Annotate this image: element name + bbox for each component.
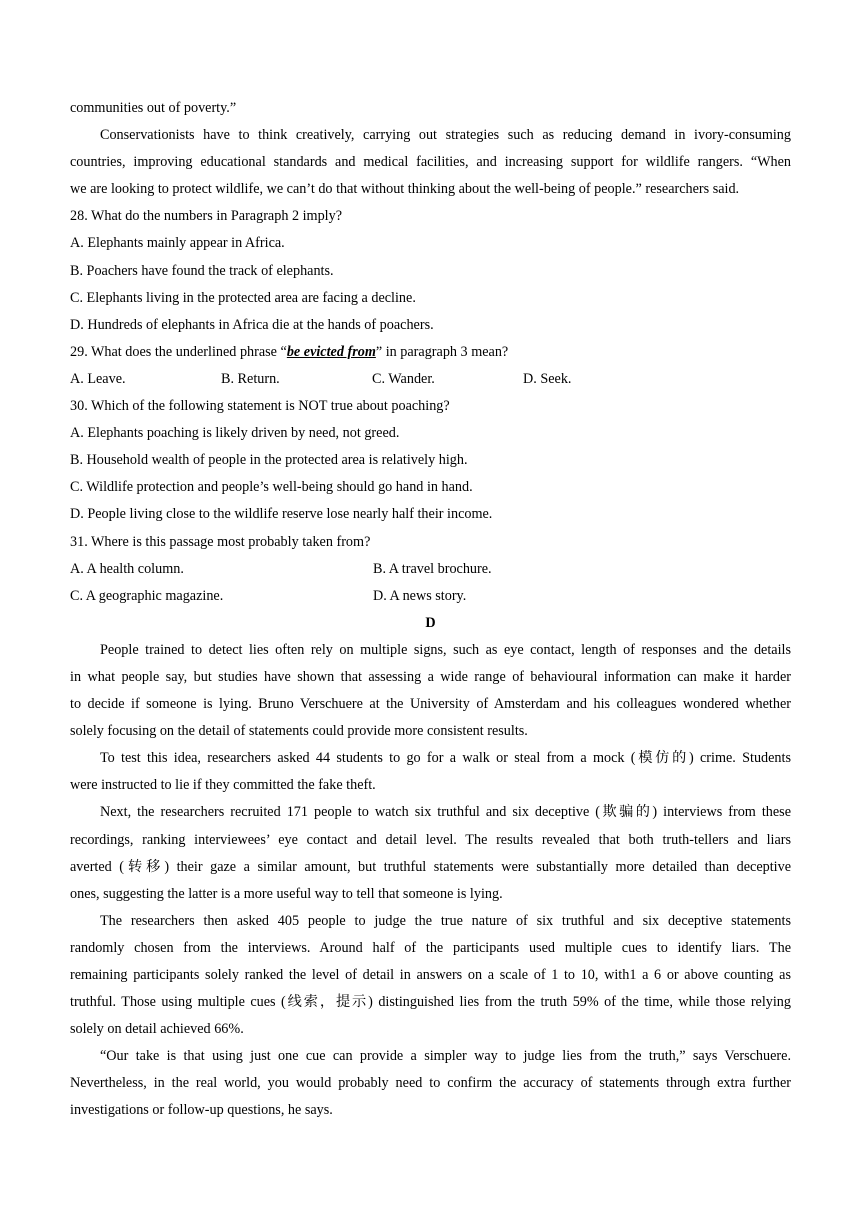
- question-29-option-c: C. Wander.: [372, 370, 435, 387]
- passage-d-line: recordings, ranking interviewees’ eye contact and detail level. The results revealed that both truth-tellers and liars: [70, 831, 791, 848]
- passage-d-line: Next, the researchers recruited 171 people to watch six truthful and six deceptive (欺骗的) interviews from these: [100, 804, 791, 821]
- passage-d-line: The researchers then asked 405 people to judge the true nature of six truthful and six deceptive statements: [100, 912, 791, 929]
- passage-d-line: ones, suggesting the latter is a more useful way to tell that someone is lying.: [70, 885, 503, 902]
- question-28-option-b: B. Poachers have found the track of elephants.: [70, 262, 334, 279]
- question-29-stem-before: 29. What does the underlined phrase “: [70, 343, 287, 360]
- passage-d-line: “Our take is that using just one cue can provide a simpler way to judge lies from the truth,” says Verschuere.: [100, 1048, 791, 1065]
- question-29-stem: [70, 339, 791, 366]
- passage-d-line: remaining participants solely ranked the level of detail in answers on a scale of 1 to 10, with1 a 6 or above counting as: [70, 967, 791, 983]
- passage-d-line: investigations or follow-up questions, he says.: [70, 1102, 333, 1119]
- question-31-option-d: D. A news story.: [373, 587, 467, 604]
- passage-d-line: To test this idea, researchers asked 44 students to go for a walk or steal from a mock (模仿的) crime. Students: [100, 750, 791, 767]
- question-31-options-row-1: [70, 556, 791, 583]
- question-28-stem: 28. What do the numbers in Paragraph 2 imply?: [70, 208, 343, 225]
- question-29-options: [70, 366, 791, 393]
- question-29-stem-after: ” in paragraph 3 mean?: [375, 343, 509, 360]
- passage-c-line: communities out of poverty.”: [70, 100, 237, 116]
- question-29-option-b: B. Return.: [221, 370, 280, 387]
- passage-d-line: solely on detail achieved 66%.: [70, 1021, 244, 1038]
- question-30-option-c: C. Wildlife protection and people’s well-being should go hand in hand.: [70, 479, 473, 496]
- question-30-option-a: A. Elephants poaching is likely driven by need, not greed.: [70, 425, 400, 442]
- passage-d-line: in what people say, but studies have shown that assessing a wide range of behavioural information can make it harder: [70, 668, 791, 685]
- question-31-option-a: A. A health column.: [70, 560, 184, 577]
- section-heading: D: [425, 614, 436, 631]
- question-29-option-d: D. Seek.: [523, 370, 572, 387]
- question-28-option-d: D. Hundreds of elephants in Africa die at the hands of poachers.: [70, 316, 434, 333]
- passage-c-line: Conservationists have to think creatively, carrying out strategies such as reducing demand in ivory-consuming: [100, 127, 791, 144]
- question-28-option-c: C. Elephants living in the protected area are facing a decline.: [70, 289, 416, 306]
- passage-d-line: People trained to detect lies often rely on multiple signs, such as eye contact, length of responses and the details: [100, 641, 791, 658]
- question-31-options-row-2: [70, 583, 791, 610]
- question-31-option-b: B. A travel brochure.: [373, 560, 492, 577]
- question-29-option-a: A. Leave.: [70, 370, 126, 387]
- passage-c-line: we are looking to protect wildlife, we can’t do that without thinking about the well-being of people.” researchers said.: [70, 181, 740, 198]
- question-30-stem: 30. Which of the following statement is NOT true about poaching?: [70, 398, 450, 415]
- passage-d-line: were instructed to lie if they committed the fake theft.: [70, 777, 376, 794]
- passage-d-line: averted (转移) their gaze a similar amount, but truthful statements were substantially more detailed than deceptive: [70, 858, 791, 875]
- question-31-stem: 31. Where is this passage most probably taken from?: [70, 533, 371, 550]
- passage-d-line: Nevertheless, in the real world, you would probably need to confirm the accuracy of statements through extra further: [70, 1075, 791, 1092]
- passage-d-line: to decide if someone is lying. Bruno Verschuere at the University of Amsterdam and his colleagues wondered whether: [70, 696, 791, 713]
- question-31-option-c: C. A geographic magazine.: [70, 587, 224, 604]
- question-30-option-b: B. Household wealth of people in the protected area is relatively high.: [70, 452, 468, 469]
- exam-page: [70, 95, 791, 1125]
- passage-d-line: randomly chosen from the interviews. Around half of the participants used multiple cues to identify liars. The: [70, 939, 791, 956]
- passage-d-line: truthful. Those using multiple cues (线索，提示) distinguished lies from the truth 59% of the time, while those relying: [70, 994, 791, 1011]
- question-28-option-a: A. Elephants mainly appear in Africa.: [70, 235, 285, 252]
- passage-c-line: countries, improving educational standards and medical facilities, and increasing support for wildlife rangers. “When: [70, 154, 791, 171]
- question-30-option-d: D. People living close to the wildlife reserve lose nearly half their income.: [70, 506, 493, 523]
- underlined-phrase: be evicted from: [286, 343, 376, 360]
- passage-d-line: solely focusing on the detail of statements could provide more consistent results.: [70, 723, 528, 740]
